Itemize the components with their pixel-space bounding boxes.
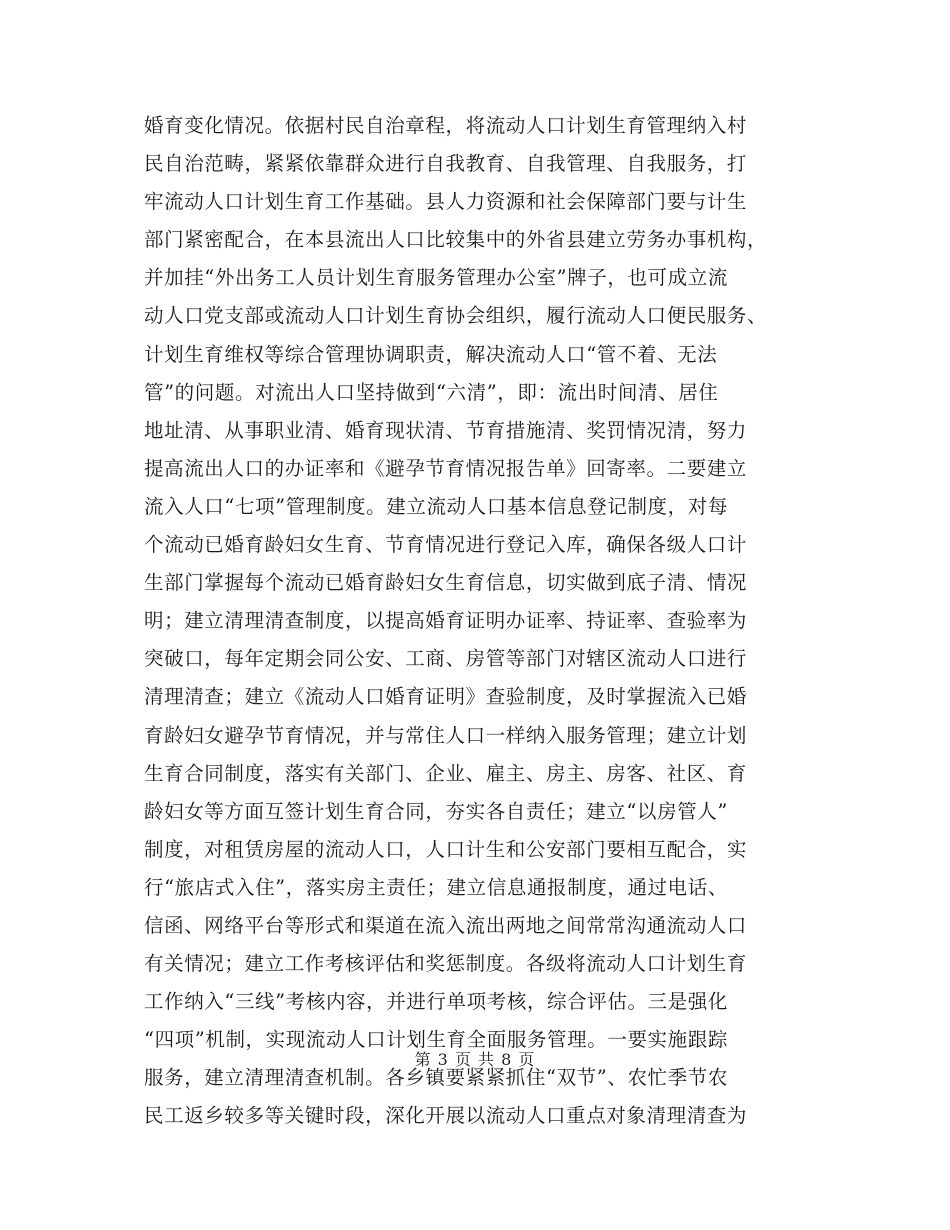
text-line: 地址清、从事职业清、婚育现状清、节育措施清、奖罚情况清，努力 (144, 418, 748, 442)
text-line: 有关情况；建立工作考核评估和奖惩制度。各级将流动人口计划生育 (144, 952, 748, 976)
text-line: 并加挂“外出务工人员计划生育服务管理办公室”牌子，也可成立流 (144, 266, 728, 290)
text-line: 民自治范畴，紧紧依靠群众进行自我教育、自我管理、自我服务，打 (144, 152, 748, 176)
page-footer: 第 3 页 共 8 页 (414, 1050, 536, 1069)
text-line: 计划生育维权等综合管理协调职责，解决流动人口“管不着、无法 (144, 342, 718, 366)
text-line: 行“旅店式入住”，落实房主责任；建立信息通报制度，通过电话、 (144, 875, 728, 899)
body-text (144, 107, 816, 1136)
text-line: 动人口党支部或流动人口计划生育协会组织，履行流动人口便民服务、 (144, 304, 768, 328)
text-line: 民工返乡较多等关键时段，深化开展以流动人口重点对象清理清查为 (144, 1104, 748, 1128)
text-line: 育龄妇女避孕节育情况，并与常住人口一样纳入服务管理；建立计划 (144, 723, 748, 747)
text-line: 突破口，每年定期会同公安、工商、房管等部门对辖区流动人口进行 (144, 647, 748, 671)
text-line: 提高流出人口的办证率和《避孕节育情况报告单》回寄率。二要建立 (144, 456, 748, 480)
text-line: 生部门掌握每个流动已婚育龄妇女生育信息，切实做到底子清、情况 (144, 571, 748, 595)
text-line: 信函、网络平台等形式和渠道在流入流出两地之间常常沟通流动人口 (144, 913, 748, 937)
text-line: 制度，对租赁房屋的流动人口，人口计生和公安部门要相互配合，实 (144, 837, 748, 861)
text-line: 部门紧密配合，在本县流出人口比较集中的外省县建立劳务办事机构， (144, 228, 768, 252)
text-line: 清理清查；建立《流动人口婚育证明》查验制度，及时掌握流入已婚 (144, 685, 748, 709)
text-line: 明；建立清理清查制度，以提高婚育证明办证率、持证率、查验率为 (144, 609, 748, 633)
text-line: 龄妇女等方面互签计划生育合同，夯实各自责任；建立“以房管人” (144, 799, 728, 823)
text-line: 工作纳入“三线”考核内容，并进行单项考核，综合评估。三是强化 (144, 990, 728, 1014)
text-line: 管”的问题。对流出人口坚持做到“六清”，即：流出时间清、居住 (144, 380, 719, 404)
text-line: 个流动已婚育龄妇女生育、节育情况进行登记入库，确保各级人口计 (144, 533, 748, 557)
text-line: 牢流动人口计划生育工作基础。县人力资源和社会保障部门要与计生 (144, 190, 748, 214)
text-line: 流入人口“七项”管理制度。建立流动人口基本信息登记制度，对每 (144, 494, 728, 518)
text-line: 服务，建立清理清查机制。各乡镇要紧紧抓住“双节”、农忙季节农 (144, 1066, 728, 1090)
text-line: “四项”机制，实现流动人口计划生育全面服务管理。一要实施跟踪 (144, 1028, 728, 1052)
text-line: 生育合同制度，落实有关部门、企业、雇主、房主、房客、社区、育 (144, 761, 748, 785)
text-line: 婚育变化情况。依据村民自治章程，将流动人口计划生育管理纳入村 (144, 114, 748, 137)
